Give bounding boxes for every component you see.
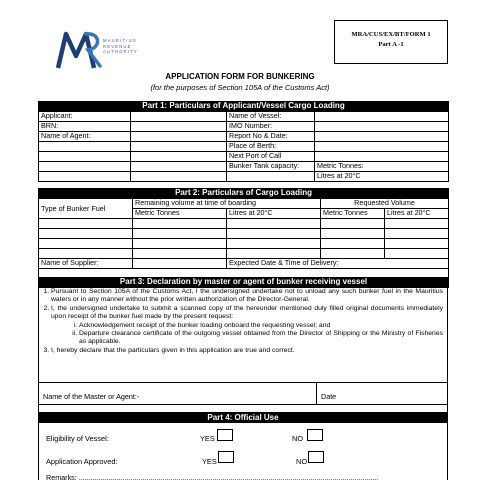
fuel-row[interactable] <box>39 239 449 249</box>
report-field[interactable] <box>315 132 449 142</box>
agent-field[interactable] <box>131 132 227 142</box>
brn-label: BRN: <box>39 122 131 132</box>
fuel-row[interactable] <box>39 249 449 259</box>
part4-header: Part 4: Official Use <box>38 412 448 423</box>
next-port-field[interactable] <box>315 152 449 162</box>
logo-tagline: MAURITIUS REVENUE AUTHORITY <box>103 38 138 55</box>
approved-yes-label: YES <box>202 457 217 466</box>
eligibility-label: Eligibility of Vessel: <box>46 434 109 443</box>
berth-field[interactable] <box>315 142 449 152</box>
brn-field[interactable] <box>131 122 227 132</box>
approved-yes-checkbox[interactable] <box>218 451 234 463</box>
approved-label: Application Approved: <box>46 457 118 466</box>
part1-header: Part 1: Particulars of Applicant/Vessel Cargo Loading <box>39 102 449 112</box>
applicant-field[interactable] <box>131 112 227 122</box>
eligibility-no-label: NO <box>292 434 304 443</box>
metric-tonnes-label[interactable]: Metric Tonnes: <box>315 162 449 172</box>
declaration-item-1: 1. Pursuant to Section 105A of the Customs Act, I the undersigned undertake not to unload any such bunker fuel in the Mauritius waters or in any manner without the prior written authorization of the Director-General. <box>51 288 443 305</box>
supplier-field[interactable] <box>133 259 227 269</box>
applicant-label: Applicant: <box>39 112 131 122</box>
vessel-name-field[interactable] <box>315 112 449 122</box>
eligibility-yes-checkbox[interactable] <box>217 429 233 441</box>
part2-table <box>38 188 449 288</box>
vessel-name-label: Name of Vessel: <box>227 112 315 122</box>
supplier-label: Name of Supplier: <box>39 259 133 269</box>
imo-field[interactable] <box>315 122 449 132</box>
remaining-volume-label: Remaining volume at time of boarding <box>133 199 321 209</box>
declaration-text <box>38 288 448 383</box>
form-subtitle: (for the purposes of Section 105A of the Customs Act) <box>150 83 330 92</box>
remaining-litres-label: Litres at 20°C <box>227 209 321 219</box>
part2-header: Part 2: Particulars of Cargo Loading <box>39 189 449 199</box>
agent-label: Name of Agent: <box>39 132 131 142</box>
bunker-fuel-type-label: Type of Bunker Fuel <box>39 199 133 219</box>
eligibility-yes-label: YES <box>200 434 215 443</box>
imo-label: IMO Number: <box>227 122 315 132</box>
fuel-row[interactable] <box>39 229 449 239</box>
part3-header: Part 3: Declaration by master or agent of bunker receiving vessel <box>39 278 449 288</box>
declaration-item-3: 3. I, hereby declare that the particulars given in this application are true and correct. <box>51 347 443 355</box>
requested-volume-label: Requested Volume <box>321 199 449 209</box>
declaration-item-2: 2. I, the undersigned undertake to submit a scanned copy of the hereunder mentioned duly filled original documents immediately upon receipt of the bunker fuel made by the present request: i. Acknowledgement receipt of the bunker loading onboard the requesting vessel; and ii. Departure clearance certificate of the outgoing vessel obtained from the Director of Shipping or the Ministry of Fisheries as applicable. <box>51 305 443 347</box>
next-port-label: Next Port of Call <box>227 152 315 162</box>
requested-mt-label: Metric Tonnes <box>321 209 385 219</box>
date-label[interactable]: Date <box>321 392 337 401</box>
report-label: Report No & Date: <box>227 132 315 142</box>
berth-label: Place of Berth: <box>227 142 315 152</box>
approved-no-checkbox[interactable] <box>308 451 324 463</box>
fuel-row[interactable] <box>39 219 449 229</box>
master-agent-field[interactable]: Name of the Master or Agent:- <box>39 383 317 404</box>
approved-no-label: NO <box>296 457 308 466</box>
requested-litres-label: Litres at 20°C <box>385 209 449 219</box>
signature-row <box>38 383 448 405</box>
part1-table <box>38 101 449 182</box>
declaration-item-2-i: i. Acknowledgement receipt of the bunker loading onboard the requesting vessel; and <box>79 322 443 330</box>
expected-delivery-label[interactable]: Expected Date & Time of Delivery: <box>227 259 449 269</box>
litres-label[interactable]: Litres at 20°C <box>315 172 449 182</box>
remaining-mt-label: Metric Tonnes <box>133 209 227 219</box>
bunker-capacity-label: Bunker Tank capacity: <box>227 162 315 172</box>
form-title: APPLICATION FORM FOR BUNKERING <box>165 72 315 81</box>
form-reference: MRA/CUS/EX/BT/FORM 1 Part A -1 <box>334 20 448 64</box>
remarks-field[interactable]: Remarks: ...................................................................................................................................................... <box>46 473 379 482</box>
declaration-item-2-ii: ii. Departure clearance certificate of the outgoing vessel obtained from the Director of Shipping or the Ministry of Fisheries as applicable. <box>79 330 443 347</box>
eligibility-no-checkbox[interactable] <box>307 429 323 441</box>
